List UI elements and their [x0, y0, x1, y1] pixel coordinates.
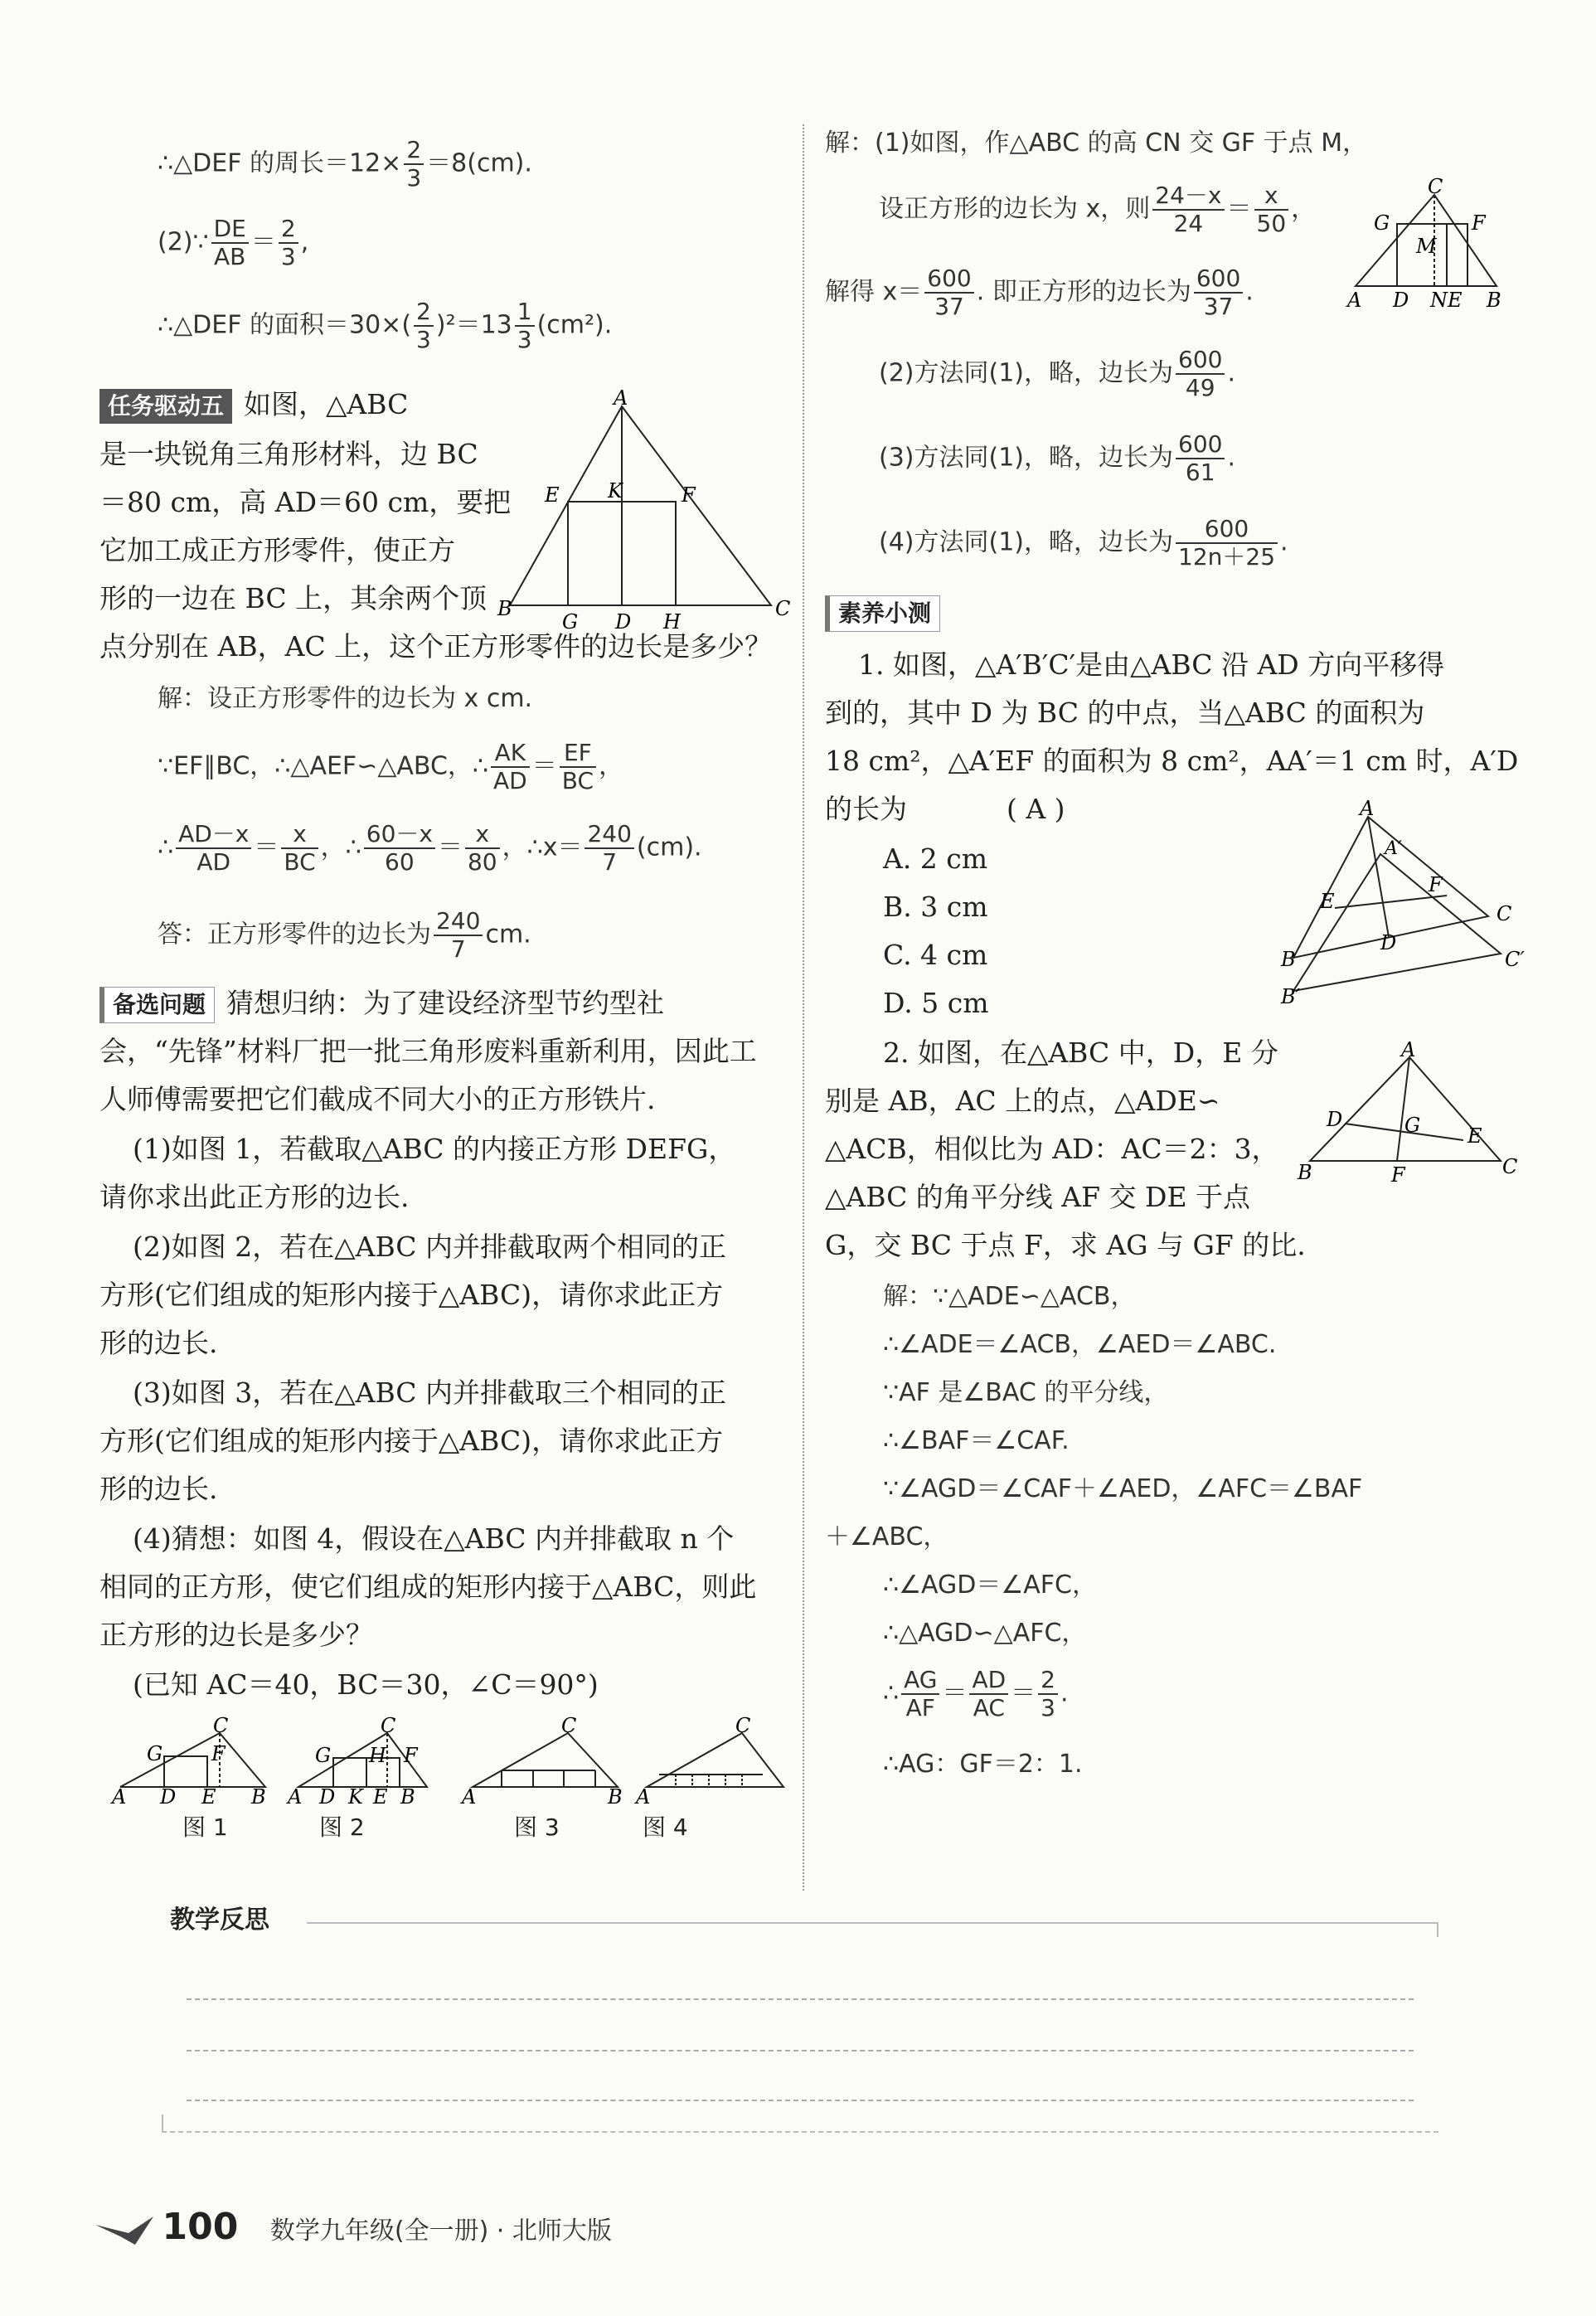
svg-text:H: H [663, 610, 681, 634]
svg-text:D: D [1380, 931, 1397, 954]
quiz-option: C. 4 cm [883, 939, 988, 971]
quiz-text: 18 cm²，△A′EF 的面积为 8 cm²，AA′＝1 cm 时，A′D [825, 745, 1519, 777]
quiz2-solution: ∴ $\frac{AG}{AF}$ ＝ $\frac{AD}{AC}$ ＝ $\frac{2}{3}$ . [883, 1666, 1069, 1722]
reflection-top-line [307, 1922, 1438, 1924]
alt-text: 正方形的边长是多少？ [99, 1619, 373, 1651]
quiz2-solution: ∵AF 是∠BAC 的平分线， [883, 1378, 1169, 1407]
quiz-text: 别是 AB，AC 上的点，△ADE∽ [825, 1085, 1220, 1117]
quiz-option: B. 3 cm [883, 891, 988, 923]
svg-text:D: D [319, 1785, 336, 1809]
svg-text:A: A [462, 1785, 477, 1809]
svg-text:F: F [404, 1744, 418, 1767]
svg-text:E: E [1320, 890, 1335, 913]
svg-text:B: B [1487, 289, 1501, 312]
quiz-text: 1. 如图，△A′B′C′是由△ABC 沿 AD 方向平移得 [858, 648, 1445, 681]
alt-figures [112, 1714, 775, 1809]
svg-text:B: B [1298, 1161, 1312, 1184]
reflection-corner [162, 2115, 163, 2131]
alt-solution: (3)方法同(1)，略，边长为 $\frac{600}{61}$ . [879, 430, 1235, 487]
svg-text:A: A [614, 386, 628, 410]
quiz2-solution: ∴∠AGD＝∠AFC， [883, 1571, 1097, 1600]
quiz2-solution: ∵∠AGD＝∠CAF＋∠AED，∠AFC＝∠BAF [883, 1474, 1363, 1503]
alt-text: 方形(它们组成的矩形内接于△ABC)，请你求此正方 [99, 1279, 724, 1311]
alt-text: (4)猜想：如图 4，假设在△ABC 内并排截取 n 个 [133, 1522, 735, 1555]
quiz-answer: ( A ) [1007, 793, 1065, 825]
column-divider [803, 124, 804, 1891]
svg-text:H: H [369, 1744, 386, 1767]
quiz-text: G，交 BC 于点 F，求 AG 与 GF 的比. [825, 1229, 1306, 1261]
svg-text:A: A [288, 1785, 303, 1809]
svg-text:A: A [636, 1785, 651, 1809]
svg-text:B: B [1281, 948, 1296, 971]
alt-text: (3)如图 3，若在△ABC 内并排截取三个相同的正 [133, 1376, 727, 1409]
reflection-line [187, 2100, 1414, 2101]
quiz-text: △ABC 的角平分线 AF 交 DE 于点 [825, 1181, 1251, 1213]
svg-text:C: C [1502, 1155, 1518, 1178]
svg-text:D: D [615, 610, 632, 634]
svg-text:G: G [1404, 1114, 1421, 1137]
task5-solution: ∵EF∥BC，∴△AEF∽△ABC，∴ $\frac{AK}{AD}$ ＝ $\frac{EF}{BC}$ ， [158, 739, 624, 795]
quiz2-solution: ∴△AGD∽△AFC， [883, 1619, 1087, 1648]
svg-text:D: D [1327, 1108, 1343, 1131]
reflection-label: 教学反思 [170, 1906, 269, 1935]
svg-text:NE: NE [1430, 289, 1463, 312]
figure-caption: 图 4 [643, 1813, 688, 1841]
svg-text:C: C [775, 597, 791, 620]
svg-text:E: E [1467, 1124, 1482, 1148]
alt-solution: 解：(1)如图，作△ABC 的高 CN 交 GF 于点 M， [825, 129, 1368, 158]
svg-text:F: F [1472, 211, 1486, 235]
svg-text:K: K [608, 479, 623, 503]
svg-text:C: C [1428, 175, 1443, 198]
svg-text:B: B [400, 1785, 415, 1809]
quiz2-solution: 解：∵△ADE∽△ACB， [883, 1282, 1136, 1311]
page-footer [95, 2206, 612, 2248]
alt-solution: 解得 x＝ $\frac{600}{37}$ . 即正方形的边长为 $\frac{600}{37}$ . [825, 265, 1254, 321]
svg-text:F: F [682, 483, 696, 507]
svg-text:D: D [160, 1785, 177, 1809]
task5-first-line: 任务驱动五 如图，△ABC [99, 388, 408, 424]
task5-text: ＝80 cm，高 AD＝60 cm，要把 [99, 486, 512, 518]
quiz2-figure [1293, 1038, 1518, 1194]
svg-text:C: C [735, 1714, 751, 1737]
quiz-text: 的长为 ( A ) [825, 793, 1065, 825]
alt-text: (2)如图 2，若在△ABC 内并排截取两个相同的正 [133, 1231, 727, 1263]
svg-text:A′: A′ [1385, 838, 1402, 859]
area-line: ∴△DEF 的面积＝30×( $\frac{2}{3}$ )²＝13 $\frac{1}{3}$ (cm²). [158, 298, 613, 354]
svg-text:A: A [1360, 797, 1375, 820]
reflection-line [187, 2050, 1414, 2051]
task5-triangle-figure [497, 386, 791, 634]
task5-solution: 解：设正方形零件的边长为 x cm. [158, 684, 533, 713]
figure-caption: 图 2 [319, 1813, 365, 1841]
svg-text:C: C [561, 1714, 577, 1737]
alt-text: (已知 AC＝40，BC＝30，∠C＝90°) [133, 1668, 599, 1701]
svg-text:F: F [1429, 873, 1443, 896]
quiz-text: △ACB，相似比为 AD：AC＝2：3， [825, 1133, 1279, 1165]
alt-solution: (4)方法同(1)，略，边长为 $\frac{600}{12n+25}$ . [879, 515, 1288, 571]
alt-text: 会，“先锋”材料厂把一批三角形废料重新利用，因此工 [99, 1035, 757, 1067]
book-title: 数学九年级(全一册) · 北师大版 [269, 2216, 612, 2246]
task5-text: 它加工成正方形零件，使正方 [99, 534, 455, 566]
quiz2-solution: ∴∠ADE＝∠ACB，∠AED＝∠ABC. [883, 1330, 1277, 1359]
alt-text: (1)如图 1，若截取△ABC 的内接正方形 DEFG， [133, 1133, 736, 1165]
svg-text:G: G [147, 1742, 163, 1765]
svg-text:F: F [1391, 1163, 1405, 1187]
bird-logo-icon [95, 2215, 153, 2248]
quiz-text: 2. 如图，在△ABC 中，D，E 分 [883, 1037, 1278, 1069]
alt-solution: (2)方法同(1)，略，边长为 $\frac{600}{49}$ . [879, 346, 1235, 402]
alt-text: 形的边长. [99, 1327, 218, 1359]
svg-text:B′: B′ [1281, 985, 1301, 1008]
alt-text: 请你求出此正方形的边长. [99, 1181, 410, 1213]
svg-text:B: B [497, 597, 512, 620]
figure-caption: 图 3 [514, 1813, 560, 1841]
fraction: $\frac{2}{3}$ [404, 137, 424, 192]
alt-banner: 备选问题 [99, 987, 215, 1023]
svg-text:G: G [315, 1744, 332, 1767]
page-number: 100 [162, 2206, 239, 2248]
reflection-line [187, 1998, 1414, 2000]
quiz-banner: 素养小测 [825, 595, 940, 632]
figure-caption: 图 1 [182, 1813, 228, 1841]
svg-text:B: B [251, 1785, 266, 1809]
quiz-text: 到的，其中 D 为 BC 的中点，当△ABC 的面积为 [825, 697, 1425, 729]
alt-text: 相同的正方形，使它们组成的矩形内接于△ABC，则此 [99, 1571, 757, 1603]
svg-text:A: A [1347, 289, 1362, 312]
quiz2-solution: ∴AG：GF＝2：1. [883, 1750, 1083, 1779]
task5-text: 是一块锐角三角形材料，边 BC [99, 438, 478, 470]
task5-answer: 答：正方形零件的边长为 $\frac{240}{7}$ cm. [158, 907, 531, 964]
task5-solution: ∴ $\frac{AD-x}{AD}$ ＝ $\frac{x}{BC}$ ，∴ $\frac{60-x}{60}$ ＝ $\frac{x}{80}$ ，∴x＝ $\frac{240}{7}$ (cm). [158, 820, 702, 876]
svg-text:G: G [1374, 211, 1390, 235]
svg-text:F: F [211, 1742, 226, 1765]
svg-text:C: C [381, 1714, 396, 1737]
quiz-header [825, 595, 952, 632]
alt-solution: 设正方形的边长为 x，则 $\frac{24-x}{24}$ ＝ $\frac{x}{50}$ ， [879, 182, 1317, 238]
alt-first-line: 备选问题 猜想归纳：为了建设经济型节约型社 [99, 987, 664, 1023]
svg-text:E: E [201, 1785, 216, 1809]
svg-text:A: A [1401, 1038, 1416, 1061]
svg-text:C: C [1497, 902, 1512, 925]
svg-text:E: E [545, 483, 560, 507]
quiz2-solution: ∴∠BAF＝∠CAF. [883, 1426, 1070, 1455]
svg-text:M: M [1416, 235, 1437, 258]
task5-banner: 任务驱动五 [99, 389, 232, 424]
perimeter-line: ∴△DEF 的周长＝12× $\frac{2}{3}$ ＝8(cm). [158, 136, 532, 192]
svg-text:K: K [348, 1785, 363, 1809]
svg-text:B: B [608, 1785, 623, 1809]
alt-text: 人师傅需要把它们截成不同大小的正方形铁片. [99, 1083, 656, 1115]
svg-text:C′: C′ [1505, 948, 1525, 971]
alt-text: 方形(它们组成的矩形内接于△ABC)，请你求此正方 [99, 1425, 724, 1457]
quiz1-figure [1277, 797, 1525, 1008]
alt-text: 形的边长. [99, 1473, 218, 1505]
reflection-corner [1437, 1922, 1438, 1937]
svg-text:E: E [373, 1785, 388, 1809]
alt-solution-figure [1347, 175, 1513, 312]
quiz-option: D. 5 cm [883, 987, 989, 1019]
svg-text:A: A [112, 1785, 127, 1809]
task5-text: 形的一边在 BC 上，其余两个顶 [99, 582, 488, 614]
quiz-option: A. 2 cm [883, 842, 988, 875]
svg-text:D: D [1393, 289, 1409, 312]
ratio-line: (2)∵ $\frac{DE}{AB}$ ＝ $\frac{2}{3}$ , [158, 215, 309, 271]
reflection-bottom-line [162, 2131, 1438, 2133]
svg-text:G: G [562, 610, 579, 634]
svg-text:C: C [213, 1714, 229, 1737]
task5-text: 点分别在 AB，AC 上，这个正方形零件的边长是多少？ [99, 630, 773, 663]
quiz2-solution: ＋∠ABC， [825, 1522, 948, 1551]
